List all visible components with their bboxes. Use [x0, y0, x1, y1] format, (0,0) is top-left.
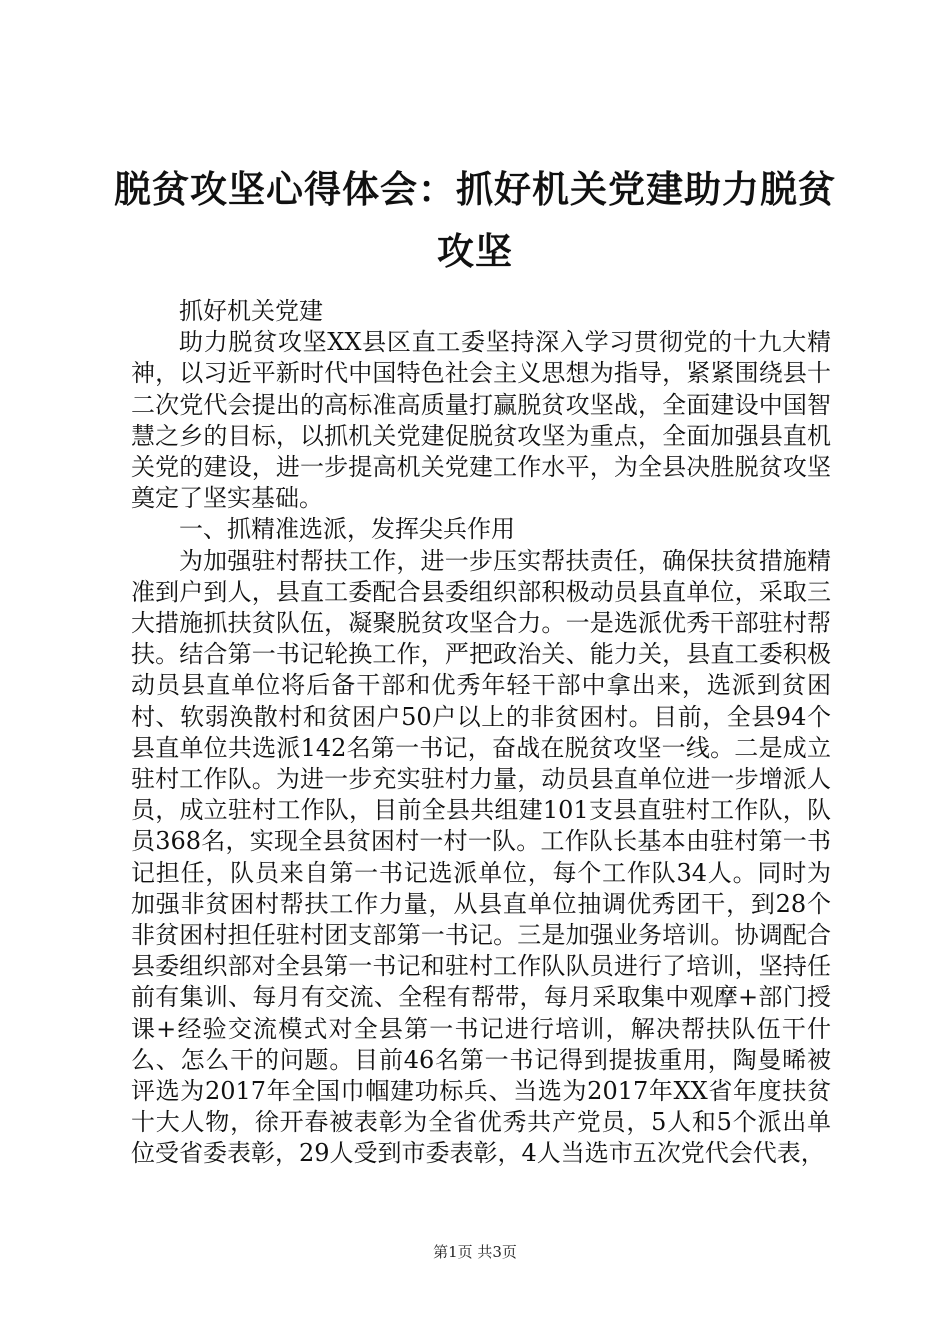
paragraph-subtitle: 抓好机关党建: [179, 297, 323, 325]
document-title: 脱贫攻坚心得体会：抓好机关党建助力脱贫攻坚: [114, 167, 836, 273]
paragraph-section-one: 为加强驻村帮扶工作，进一步压实帮扶责任，确保扶贫措施精准到户到人，县直工委配合县委组织部积极动员县直单位，采取三大措施抓扶贫队伍，凝聚脱贫攻坚合力。一是选派优秀干部驻村帮扶。结合第一书记轮换工作，严把政治关、能力关，县直工委积极动员县直单位将后备干部和优秀年轻干部中拿出来，选派到贫困村、软弱涣散村和贫困户50户以上的非贫困村。目前，全县94个县直单位共选派142名第一书记，奋战在脱贫攻坚一线。二是成立驻村工作队。为进一步充实驻村力量，动员县直单位进一步增派人员，成立驻村工作队，目前全县共组建101支县直驻村工作队，队员368名，实现全县贫困村一村一队。工作队长基本由驻村第一书记担任，队员来自第一书记选派单位，每个工作队34人。同时为加强非贫困村帮扶工作力量，从县直单位抽调优秀团干，到28个非贫困村担任驻村团支部第一书记。三是加强业务培训。协调配合县委组织部对全县第一书记和驻村工作队队员进行了培训，坚持任前有集训、每月有交流、全程有帮带，每月采取集中观摩+部门授课+经验交流模式对全县第一书记进行培训，解决帮扶队伍干什么、怎么干的问题。目前46名第一书记得到提拔重用，陶曼晞被评选为2017年全国巾帼建功标兵、当选为2017年XX省年度扶贫十大人物，徐开春被表彰为全省优秀共产党员，5人和5个派出单位受省委表彰，29人受到市委表彰，4人当选市五次党代会代表，: [131, 546, 831, 1168]
page-footer: 第1页 共3页: [433, 1243, 517, 1261]
section-heading: 一、抓精准选派，发挥尖兵作用: [179, 515, 515, 544]
paragraph-intro: 助力脱贫攻坚XX县区直工委坚持深入学习贯彻党的十九大精神，以习近平新时代中国特色社会主义思想为指导，紧紧围绕县十二次党代会提出的高标准高质量打赢脱贫攻坚战，全面建设中国智慧之乡的目标，以抓机关党建促脱贫攻坚为重点，全面加强县直机关党的建设，进一步提高机关党建工作水平，为全县决胜脱贫攻坚奠定了坚实基础。: [131, 328, 831, 513]
document-body: [131, 296, 831, 1170]
